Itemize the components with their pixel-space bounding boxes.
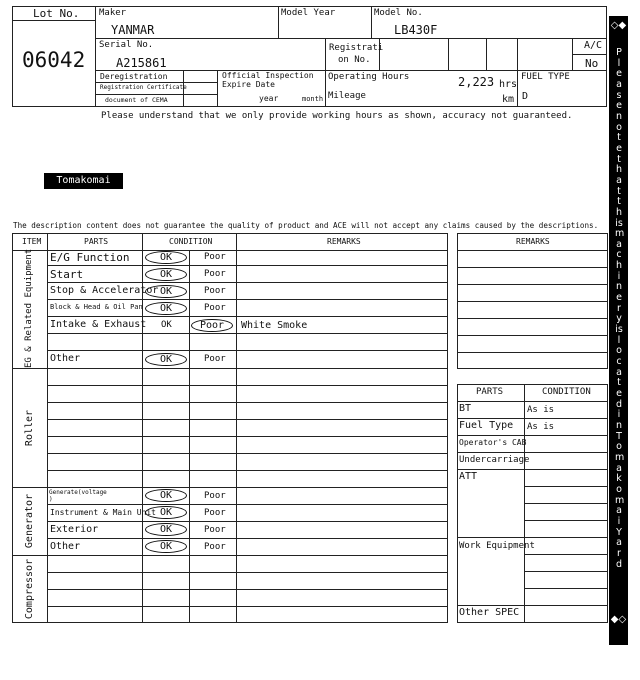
deregistration-label: Deregistration [100,72,168,81]
notice-text: Please understand that we only provide working hours as shown, accuracy not guaranteed. [101,111,573,121]
att-label: ATT [459,471,478,482]
maker-value: YANMAR [111,23,155,37]
mileage-label: Mileage [328,91,366,101]
model-no-label: Model No. [374,8,423,18]
maker-label: Maker [99,8,127,18]
ok-intake-exhaust: OK [161,320,172,330]
part-start: Start [50,268,84,281]
undercarriage-label: Undercarriage [459,455,530,465]
poor-circle-intake-exhaust: Poor [191,319,233,332]
ok-circle-stop-accelerator: OK [145,285,187,298]
part-eg-other: Other [50,353,81,364]
poor-stop-accelerator: Poor [204,286,226,296]
part-stop-accelerator: Stop & Accelerator [50,285,159,296]
ok-circle-generator-other: OK [145,540,187,553]
registration-certificate-label: Registration Certificate [100,84,187,91]
registration-label-1: Registrati [329,43,384,53]
sidebar-marker-top: ◇◆ [610,20,627,31]
sidebar-notice-text: Please note that this machinery is located in Tomakomai Yard [615,47,625,570]
lot-number: 06042 [22,48,86,72]
location-notice-sidebar [609,16,628,645]
group-label-generator: Generator [24,493,35,549]
km-unit: km [502,94,515,105]
model-no-value: LB430F [394,23,438,37]
item-header: ITEM [22,237,42,246]
bt-label: BT [459,403,472,414]
ok-circle-exterior: OK [145,523,187,536]
serial-label: Serial No. [99,40,154,50]
poor-eg-function: Poor [204,252,226,262]
work-equipment-label: Work Equipment [459,541,535,551]
poor-eg-other: Poor [204,354,226,364]
part-eg-function: E/G Function [50,251,130,264]
part-block-head-oil-pan: Block & Head & Oil Pan [50,303,143,311]
fuel-label: Fuel Type [459,420,514,431]
right-remarks-header: REMARKS [516,237,550,246]
fuel-value: As is [527,422,555,432]
hrs-unit: hrs [499,79,518,90]
yard-badge-label: Tomakomai Yard [56,175,111,202]
ok-circle-eg-other: OK [145,353,187,366]
poor-block-head: Poor [204,303,226,313]
bt-value: As is [527,405,555,415]
yard-badge [44,173,123,202]
ok-circle-block-head: OK [145,302,187,315]
sidebar-marker-bottom: ◆◇ [610,614,627,625]
poor-instrument: Poor [204,508,226,518]
inspection-label-2: Expire Date [222,80,275,89]
cema-label: document of CEMA [105,96,168,104]
other-spec-label: Other SPEC [459,607,520,618]
fuel-type-value: D [522,91,529,102]
ac-value: No [585,57,599,70]
operating-hours-value: 2,223 [458,75,495,89]
fuel-type-label: FUEL TYPE [521,72,570,82]
model-year-label: Model Year [281,8,336,18]
group-label-compressor: Compressor [24,558,35,620]
poor-exterior: Poor [204,525,226,535]
condition-header: CONDITION [169,237,213,246]
serial-value: A215861 [116,56,167,70]
side-parts-header: PARTS [476,387,504,397]
month-label: month [302,95,324,103]
operator-cab-label: Operator's CAB [459,438,527,447]
part-exterior: Exterior [50,524,99,535]
remark-intake-exhaust: White Smoke [241,320,308,331]
part-generate-voltage: Generate(voltage ) [49,489,107,503]
part-intake-exhaust: Intake & Exhaust [50,319,147,330]
group-label-eg: EG & Related Equipment [24,248,34,368]
ok-circle-instrument: OK [145,506,187,519]
poor-generate-voltage: Poor [204,491,226,501]
parts-header: PARTS [84,237,109,246]
operating-hours-label: Operating Hours [328,72,410,82]
lot-label: Lot No. [33,7,80,20]
ok-circle-eg-function: OK [145,251,187,264]
part-instrument-main-unit: Instrument & Main Unit [50,508,156,517]
ac-label: A/C [584,40,603,51]
ok-circle-start: OK [145,268,187,281]
registration-label-2: on No. [338,55,371,65]
poor-start: Poor [204,269,226,279]
remarks-header: REMARKS [327,237,361,246]
inspection-label-1: Official Inspection [222,71,314,80]
side-condition-header: CONDITION [542,387,591,397]
year-label: year [259,94,279,103]
disclaimer-text: The description content does not guarantee the quality of product and ACE will not accept any claims caused by the descriptions. [13,221,599,230]
poor-generator-other: Poor [204,542,226,552]
part-generator-other: Other [50,541,81,552]
ok-circle-generate-voltage: OK [145,489,187,502]
group-label-roller: Roller [24,409,35,447]
